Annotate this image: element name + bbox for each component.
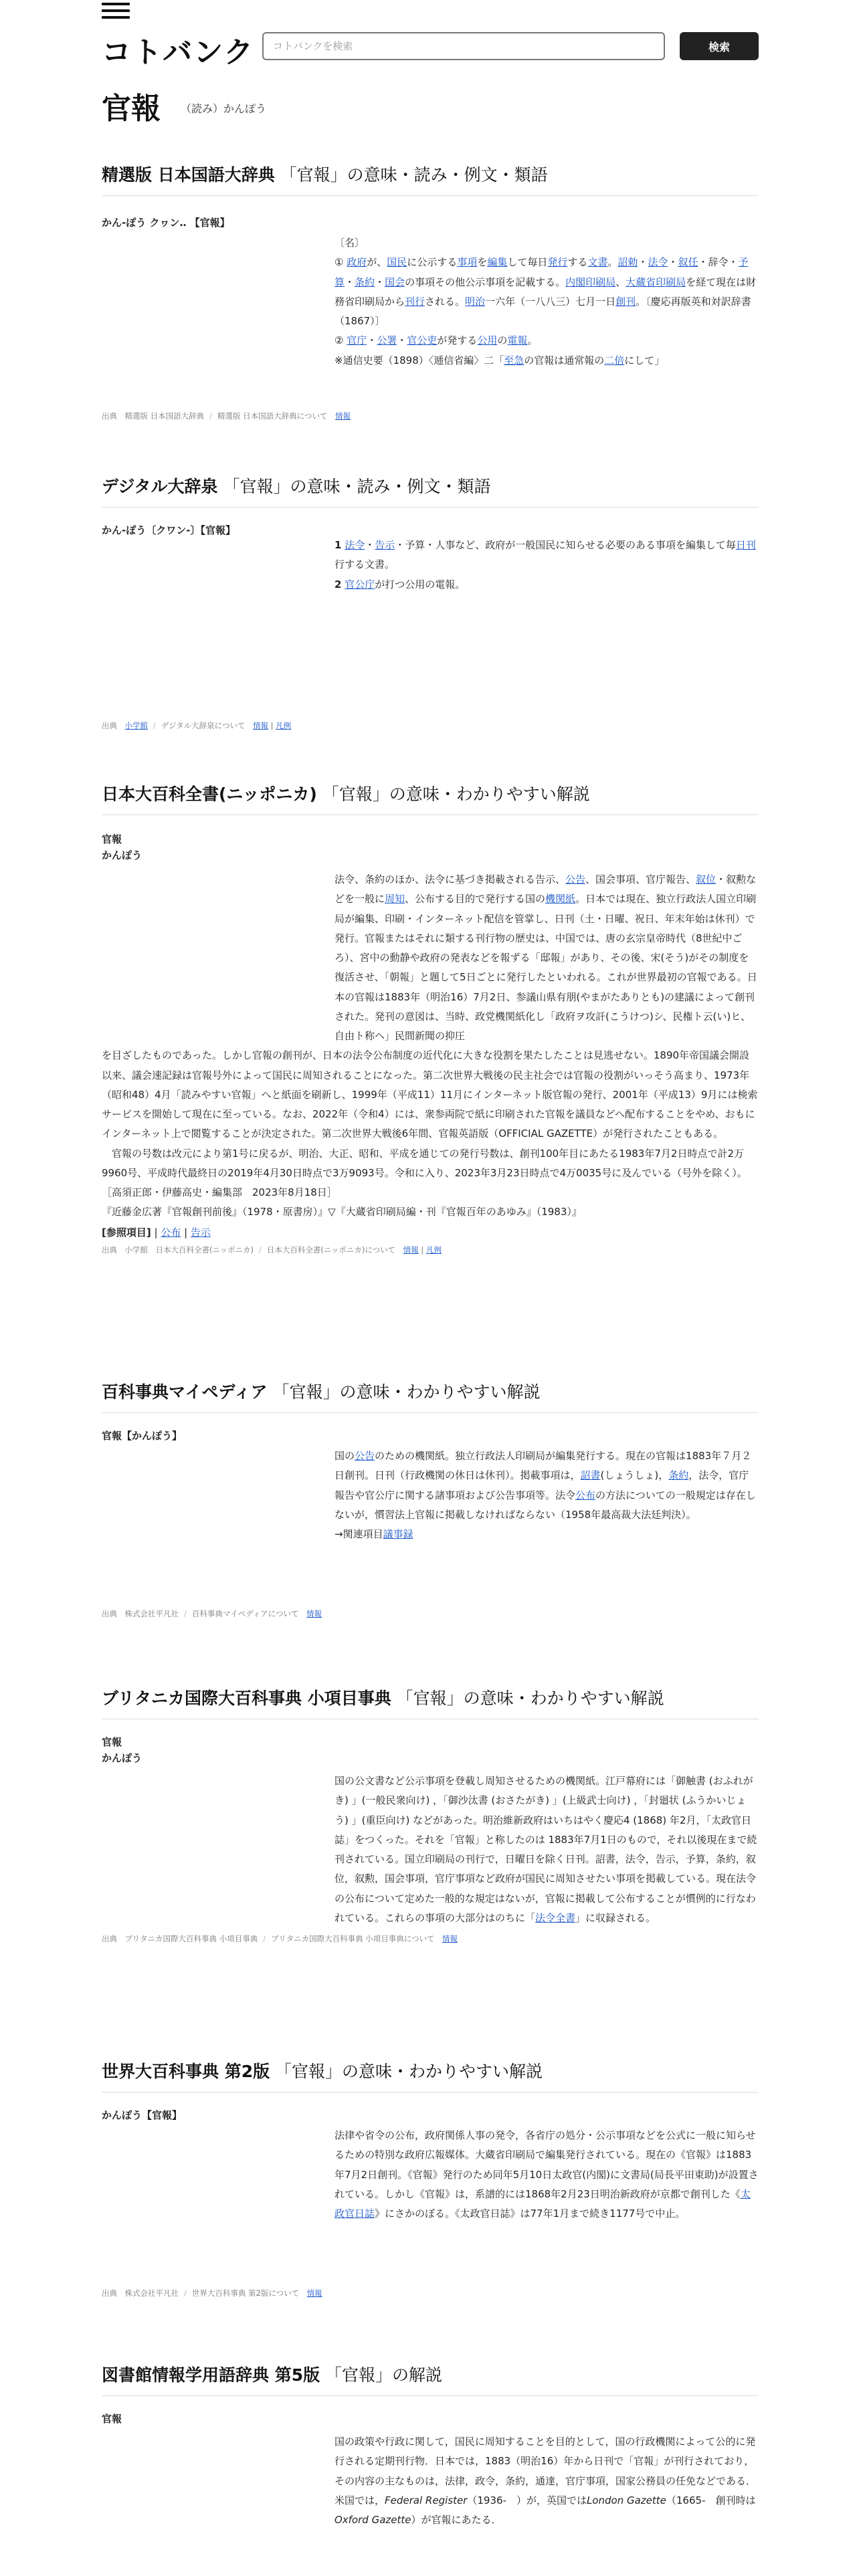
source-line: 出典 小学館 日本大百科全書(ニッポニカ) / 日本大百科全書(ニッポニカ)について 情報 | 凡例 bbox=[102, 1245, 442, 1255]
headword: 官報 かんぽう bbox=[102, 1736, 142, 1764]
info-link[interactable]: 情報 bbox=[306, 1609, 322, 1619]
info-link[interactable]: 情報 bbox=[335, 411, 351, 421]
headword: 官報 bbox=[102, 2413, 122, 2425]
definition: 国の公文書など公示事項を登載し周知させるための機関紙。江戸幕府には「御触書 (おふれがき) 」(一般民衆向け) ，「御沙汰書 (おさたがき) 」(上級武士向け) ，「封廻状 (ふうかいじょう) 」(重臣向け) などがあった。明治維新政府はいちはやく慶応4 (1868) 年2月，「太政官日誌」をつくった。それを「官報」と称したのは 1883年7月1日のもので，それ以後現在まで続刊されている。国立印刷局の刊行で，日曜日を除く日刊。詔書，法令，告示，予算，条約，叙位，叙勲，国会事項，官庁事項など政府が国民に周知させたい事項を掲載している。現在法令の公布について定めた一般的な規定はないが，官報に掲載して公布することが慣例的に行なわれている。これらの事項の大部分はのちに「法令全書」に収録される。 bbox=[335, 1775, 757, 1924]
section-daijisen bbox=[102, 473, 759, 731]
section-sekai bbox=[102, 2058, 759, 2298]
section-mypedia bbox=[102, 1379, 759, 1619]
definition: 法律や省令の公布，政府関係人事の発令，各省庁の処分・公示事項などを公式に一般に知らせるための特別な政府広報媒体。大蔵省印刷局で編集発行されている。現在の《官報》は1883年7月2日創刊。《官報》発行のため同年5月10日太政官(内閣)に文書局(局長平田東助)が設置されている。しかし《官報》は，系譜的には1868年2月23日明治新政府が京都で創刊した《太政官日誌》にさかのぼる。《太政官日誌》は77年1月まで続き1177号で中止。 bbox=[335, 2129, 759, 2220]
section-toshokan bbox=[102, 2362, 759, 2530]
headword: 官報【かんぽう】 bbox=[102, 1430, 183, 1442]
info-link[interactable]: 情報 bbox=[306, 2288, 322, 2298]
source-line: 出典 ブリタニカ国際大百科事典 小項目事典 / ブリタニカ国際大百科事典 小項目事典について 情報 bbox=[102, 1934, 458, 1943]
page-reading: （読み）かんぽう bbox=[181, 102, 267, 115]
section-heading: ブリタニカ国際大百科事典 小項目事典 「官報」の意味・わかりやすい解説 bbox=[102, 1685, 759, 1719]
definition: 国の公告のための機関紙。独立行政法人印刷局が編集発行する。現在の官報は1883年７月２日創刊。日刊（行政機関の休日は休刊）。掲載事項は，詔書(しょうしょ)，条約，法令，官庁報告や官公庁に関する諸事項および公告事項等。法令公布の方法についての一般規定は存在しないが，慣習法上官報に掲載しなければならない（1958年最高裁大法廷判決）。 →関連項目議事録 bbox=[335, 1450, 756, 1540]
headword: かんぽう【官報】 bbox=[102, 2109, 183, 2121]
section-heading: 百科事典マイペディア 「官報」の意味・わかりやすい解説 bbox=[102, 1379, 759, 1413]
section-britannica bbox=[102, 1685, 759, 1944]
headword: かん‐ぽう クヮン‥ 【官報】 bbox=[102, 217, 230, 229]
definition: 法令、条約のほか、法令に基づき掲載される告示、公告、国会事項、官庁報告、叙位・叙勲などを一般に周知、公布する目的で発行する国の機関紙。日本では現在、独立行政法人国立印刷局が編集、印刷・インターネット配信を管掌し、日刊（土・日曜、祝日、年末年始は休刊）で発行。官報またはそれに類する刊行物の歴史は、中国では、唐の玄宗皇帝時代（8世紀中ごろ）、宮中の動静や政府の発表などを報ずる「邸報」があり、その後、宋(そう)がその制度を復活させ、「朝報」と題して5日ごとに発行したといわれる。これが世界最初の官報である。日本の官報は1883年（明治16）7月2日、参議山県有朋(やまがたありとも)の建議によって創刊された。発刊の意図は、当時、政党機関紙化し「政府ヲ攻訐(こうけつ)シ、民権ト云(い)ヒ、自由ト称ヘ」民間新聞の抑圧 を目ざしたものであった。しかし官報の創刊が、日本の法令公布制度の近代化に大きな役割を果たしたことは見逃せない。1890年帝国議会開設以来、議会速記録は官報号外によって国民に周知されることになった。第二次世界大戦後の民主社会では官報の役割がいっそう高まり、1973年（昭和48）4月「読みやすい官報」へと紙面を刷新し、1999年（平成11）11月にインターネット版官報の発行、2001年（平成13）9月には検索サービスを開始して現在に至っている。なお、2022年（令和4）には、衆参両院で紙に印刷された官報を議員などへ配布することをやめ、おもにインターネット上で閲覧することが決定された。第二次世界大戦後6年間、官報英語版（OFFICIAL GAZETTE）が発行されたこともある。 官報の号数は改元により第1号に戻るが、明治、大正、昭和、平成を通じての発行号数は、創刊100年目にあたる1983年7月2日時点で計2万9960号、平成時代最終日の2019年4月30日時点で3万9093号。令和に入り、2023年3月23日時点で4万0035号に及んでいる（号外を除く）。 ［高須正郎・伊藤高史・編集部 2023年8月18日］ 『近藤金広著『官報創刊前後』（1978・原書房）』▽『大蔵省印刷局編・刊『官報百年のあゆみ』（1983）』 bbox=[102, 873, 758, 1218]
definition: 〔名〕 ① 政府が、国民に公示する事項を編集して毎日発行する文書。詔勅・法令・叙任・辞令・予算・条約・国会の事項その他公示事項を記載する。内閣印刷局、大蔵省印刷局を経て現在は財務省印刷局から刊行される。明治一六年（一八八三）七月一日創刊。〔慶応再版英和対訳辞書（1867）〕 ② 官庁・公署・官公吏が発する公用の電報。 ※通信史要（1898）〈逓信省編〉二「至急の官報は通常報の二倍にして」 bbox=[335, 237, 757, 366]
section-heading: 日本大百科全書(ニッポニカ) 「官報」の意味・わかりやすい解説 bbox=[102, 781, 759, 815]
page-title: 官報 bbox=[102, 92, 161, 126]
section-heading: 世界大百科事典 第2版 「官報」の意味・わかりやすい解説 bbox=[102, 2058, 759, 2092]
source-line: 出典 株式会社平凡社 / 世界大百科事典 第2版について 情報 bbox=[102, 2288, 322, 2298]
source-line: 出典 株式会社平凡社 / 百科事典マイペディアについて 情報 bbox=[102, 1609, 322, 1619]
section-heading: デジタル大辞泉 「官報」の意味・読み・例文・類語 bbox=[102, 473, 759, 508]
section-seisenban bbox=[102, 162, 759, 421]
info-link[interactable]: 情報 bbox=[252, 720, 268, 730]
references: 『近藤金広著『官報創刊前後』（1978・原書房）』▽『大蔵省印刷局編・刊『官報百年のあゆみ』（1983）』 bbox=[102, 1206, 582, 1218]
search-button[interactable]: 検索 bbox=[680, 32, 759, 60]
ref-items: [参照項目] | 公布 | 告示 bbox=[102, 1226, 211, 1239]
section-heading: 精選版 日本国語大辞典 「官報」の意味・読み・例文・類語 bbox=[102, 162, 759, 196]
source-line: 出典 精選版 日本国語大辞典 / 精選版 日本国語大辞典について 情報 bbox=[102, 411, 351, 421]
headword: 官報 かんぽう bbox=[102, 833, 142, 861]
menu-icon[interactable] bbox=[102, 3, 130, 20]
definition: 1 法令・告示・予算・人事など、政府が一般国民に知らせる必要のある事項を編集して毎日刊行する文書。 2 官公庁が打つ公用の電報。 bbox=[335, 539, 756, 591]
info-link[interactable]: 情報 bbox=[442, 1934, 458, 1943]
author: ［高須正郎・伊藤高史・編集部 2023年8月18日］ bbox=[102, 1186, 337, 1198]
definition: 国の政策や行政に関して，国民に周知することを目的として，国の行政機関によって公的に発行される定期刊行物．日本では，1883（明治16）年から日刊で「官報」が刊行されており，その内容の主なものは，法律，政令，条約，通達，官庁事項，国家公務員の任免などである．米国では，Federal Register（1936- ）が，英国ではLondon Gazette（1665- 創刊時はOxford Gazette）が官報にあたる． bbox=[335, 2436, 757, 2526]
search-input[interactable] bbox=[262, 32, 665, 60]
fanrei-link[interactable]: 凡例 bbox=[276, 720, 292, 730]
section-nipponica bbox=[102, 781, 759, 1255]
fanrei-link[interactable]: 凡例 bbox=[425, 1245, 442, 1255]
headword: かん‐ぽう〔クワン‐〕【官報】 bbox=[102, 524, 235, 536]
source-line: 出典 小学館 / デジタル大辞泉について 情報 | 凡例 bbox=[102, 720, 292, 730]
site-logo[interactable]: コトバンク bbox=[102, 35, 255, 70]
info-link[interactable]: 情報 bbox=[403, 1245, 419, 1255]
section-heading: 図書館情報学用語辞典 第5版 「官報」の解説 bbox=[102, 2362, 759, 2396]
